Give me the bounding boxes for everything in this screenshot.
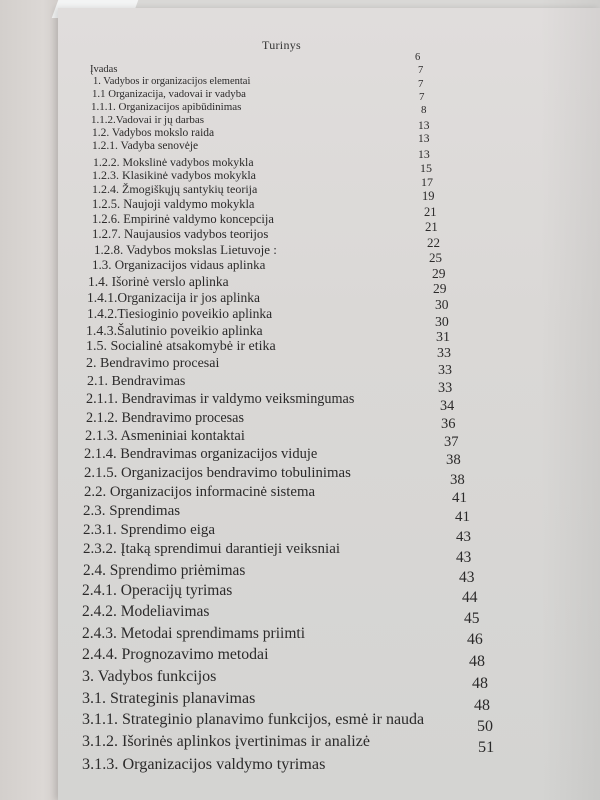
toc-entry-label: 1.1.1. Organizacijos apibūdinimas xyxy=(91,101,242,113)
toc-entry-label: 1.1.2.Vadovai ir jų darbas xyxy=(91,114,205,126)
toc-entry-label: 2. Bendravimo procesai xyxy=(86,356,220,371)
toc-entry-page-number: 43 xyxy=(459,569,475,586)
toc-entry-page-number: 13 xyxy=(418,147,430,161)
toc-entry-label: 2.3. Sprendimas xyxy=(83,503,181,519)
toc-entry-label: 2.1.3. Asmeniniai kontaktai xyxy=(85,428,245,444)
toc-entry-label: 3. Vadybos funkcijos xyxy=(82,668,217,685)
toc-entry-page-number: 15 xyxy=(420,161,432,175)
toc-entry-page-number: 37 xyxy=(444,434,459,450)
toc-entry-label: 1.3. Organizacijos vidaus aplinka xyxy=(92,257,266,272)
toc-entry-page-number: 44 xyxy=(462,589,478,606)
toc-entry-page-number: 6 xyxy=(415,52,421,63)
toc-entry-label: 1.2.4. Žmogiškųjų santykių teorija xyxy=(92,182,258,196)
toc-entry-page-number: 51 xyxy=(478,738,495,756)
toc-entry-label: 2.1.4. Bendravimas organizacijos viduje xyxy=(84,446,318,462)
toc-entry-page-number: 29 xyxy=(432,266,446,281)
toc-entry-label: 1.2.6. Empirinė valdymo koncepcija xyxy=(92,212,274,226)
toc-entry-page-number: 45 xyxy=(464,610,480,627)
toc-entry-label: 1.1 Organizacija, vadovai ir vadyba xyxy=(92,88,246,100)
toc-entry-label: 2.1.5. Organizacijos bendravimo tobulinimas xyxy=(84,465,351,481)
toc-entry-page-number: 22 xyxy=(427,235,440,250)
toc-entry-page-number: 7 xyxy=(419,91,425,103)
toc-entry-label: 2.2. Organizacijos informacinė sistema xyxy=(84,484,316,500)
toc-entry-label: 1.2.1. Vadyba senovėje xyxy=(92,140,199,152)
toc-entry-label: 2.4. Sprendimo priėmimas xyxy=(83,562,246,579)
toc-entry-page-number: 41 xyxy=(452,490,467,506)
toc-entry-page-number: 13 xyxy=(418,120,430,132)
toc-entry-page-number: 48 xyxy=(472,675,488,692)
toc-entry-page-number: 33 xyxy=(438,363,452,378)
toc-entry-label: 3.1.2. Išorinės aplinkos įvertinimas ir analizė xyxy=(82,733,370,750)
toc-entry-page-number: 48 xyxy=(474,697,490,714)
toc-entry-label: 2.1.2. Bendravimo procesas xyxy=(86,410,244,426)
toc-entry-label: 1.4.1.Organizacija ir jos aplinka xyxy=(87,290,260,305)
toc-entry-page-number: 48 xyxy=(469,653,485,670)
toc-entry-label: 2.4.3. Metodai sprendimams priimti xyxy=(82,625,306,642)
toc-entry-page-number: 38 xyxy=(450,472,465,488)
toc-entry-page-number: 33 xyxy=(437,346,451,361)
toc-entry-page-number: 30 xyxy=(435,297,449,312)
toc-entry-label: 2.1. Bendravimas xyxy=(87,374,186,389)
toc-entry-page-number: 43 xyxy=(456,549,472,566)
toc-entry-page-number: 34 xyxy=(440,398,455,414)
toc-entry-page-number: 7 xyxy=(418,78,424,90)
toc-entry-page-number: 19 xyxy=(422,189,435,203)
toc-entry-label: 1.4. Išorinė verslo aplinka xyxy=(88,274,229,289)
toc-entry-label: 1.2. Vadybos mokslo raida xyxy=(92,127,215,139)
toc-entry-label: 3.1. Strateginis planavimas xyxy=(82,690,256,707)
toc-entry-label: 2.4.2. Modeliavimas xyxy=(82,603,210,620)
toc-entry-page-number: 25 xyxy=(429,250,442,265)
toc-entry-page-number: 30 xyxy=(435,314,449,329)
toc-entry-label: 2.4.1. Operacijų tyrimas xyxy=(82,582,233,599)
toc-entry-page-number: 21 xyxy=(425,220,438,234)
toc-entry-label: 2.1.1. Bendravimas ir valdymo veiksmingumas xyxy=(86,391,355,407)
toc-entry-page-number: 17 xyxy=(421,175,433,189)
toc-entry-page-number: 8 xyxy=(421,104,427,116)
toc-entry-page-number: 50 xyxy=(477,718,493,735)
toc-entry-page-number: 21 xyxy=(424,205,437,219)
toc-entry-label: 1. Vadybos ir organizacijos elementai xyxy=(93,76,251,87)
toc-entry-page-number: 46 xyxy=(467,631,483,648)
toc-entry-label: 2.3.1. Sprendimo eiga xyxy=(83,522,216,538)
toc-entry-page-number: 38 xyxy=(446,452,461,468)
toc-entry-page-number: 43 xyxy=(456,529,471,545)
toc-entry-label: 1.2.8. Vadybos mokslas Lietuvoje : xyxy=(94,242,277,257)
toc-entry-label: Įvadas xyxy=(90,64,118,75)
toc-entry-page-number: 31 xyxy=(436,330,450,345)
toc-entry-label: 1.2.2. Mokslinė vadybos mokykla xyxy=(93,155,254,169)
toc-entry-label: 3.1.1. Strateginio planavimo funkcijos, esmė ir nauda xyxy=(82,711,425,728)
toc-entry-page-number: 36 xyxy=(441,416,456,432)
toc-entry-label: 3.1.3. Organizacijos valdymo tyrimas xyxy=(82,755,326,773)
toc-entry-label: 1.2.5. Naujoji valdymo mokykla xyxy=(92,197,255,211)
toc-entry-page-number: 13 xyxy=(418,133,430,145)
toc-entry-label: 1.4.2.Tiesioginio poveikio aplinka xyxy=(87,306,273,321)
toc-entry-label: 1.4.3.Šalutinio poveikio aplinka xyxy=(86,323,263,338)
toc-entry-page-number: 33 xyxy=(438,380,453,396)
toc-entry-label: 1.2.7. Naujausios vadybos teorijos xyxy=(92,227,269,241)
toc-entry-label: 1.2.3. Klasikinė vadybos mokykla xyxy=(92,168,256,182)
toc-entry-page-number: 41 xyxy=(455,509,470,525)
toc-entry-label: 2.3.2. Įtaką sprendimui darantieji veiksniai xyxy=(83,541,341,557)
page-title: Turinys xyxy=(262,38,302,52)
toc-entry-page-number: 7 xyxy=(418,65,424,76)
toc-entry-page-number: 29 xyxy=(433,281,447,296)
toc-entry-label: 1.5. Socialinė atsakomybė ir etika xyxy=(86,339,276,354)
toc-entry-label: 2.4.4. Prognozavimo metodai xyxy=(82,646,269,663)
